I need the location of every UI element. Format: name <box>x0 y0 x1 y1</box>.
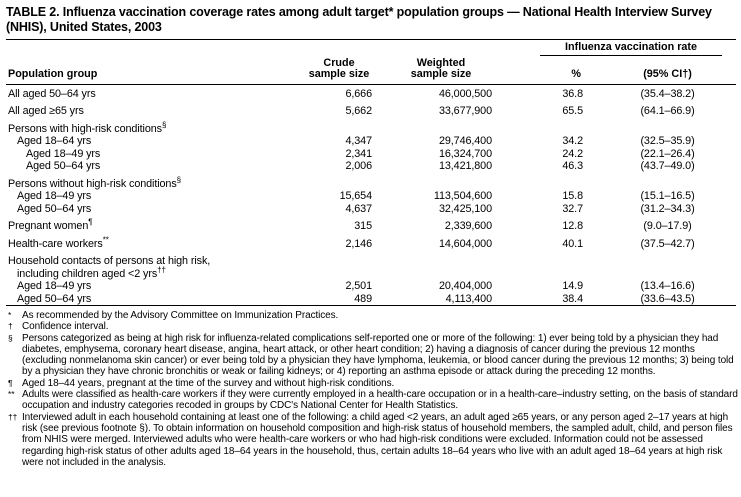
footnote-marker: ¶ <box>8 377 13 388</box>
table-row <box>6 148 736 161</box>
cell-ci: (22.1–26.4) <box>640 147 695 160</box>
row-label: including children aged <2 yrs†† <box>17 264 166 280</box>
cell-ci: (37.5–42.7) <box>640 237 695 250</box>
cell-crude: 2,501 <box>345 280 372 292</box>
crude-header-line2: sample size <box>308 68 370 80</box>
cell-pct: 32.7 <box>562 202 583 215</box>
row-label: Aged 50–64 yrs <box>17 292 92 305</box>
cell-crude: 2,341 <box>345 147 372 160</box>
cell-ci: (35.4–38.2) <box>640 87 695 100</box>
cell-pct: 38.4 <box>562 292 583 305</box>
cell-crude: 4,347 <box>345 135 372 147</box>
row-label: Household contacts of persons at high risk, <box>8 255 211 267</box>
cell-pct <box>500 268 599 281</box>
table-row <box>6 135 736 148</box>
footnote-text: Interviewed adult in each household containing at least one of the following: a child aged <2 years, an adult aged ≥65 years, or any person aged 2–17 years at high risk (see previous footnote §). To obtain information on household composition and high-risk status of household members, the sampled adult, child, and person files from NHIS were merged. Interviewed adults who were health-care workers or who had high-risk conditions were excluded. Information could not be assessed regarding high-risk status of other adults aged 18–64 years in the household, thus, certain adults 18–64 years who live with an adult aged 18–64 years at high risk were not included in the analysis. <box>22 411 733 468</box>
cell-ci <box>599 173 736 191</box>
empty-header-cell <box>6 40 500 56</box>
row-label: Aged 18–49 yrs <box>17 190 92 202</box>
column-header-crude-sample-size <box>296 56 382 85</box>
cell-ci: (15.1–16.5) <box>640 190 695 202</box>
cell-crude: 15,654 <box>339 190 372 202</box>
column-header-weighted-sample-size <box>382 56 500 85</box>
footnote <box>6 412 739 468</box>
cell-ci: (32.5–35.9) <box>640 135 695 147</box>
row-label: Health-care workers** <box>8 234 109 250</box>
table-row <box>6 118 736 136</box>
influenza-rate-group-header <box>500 40 736 56</box>
span-header-row <box>6 40 736 56</box>
cell-crude <box>296 268 382 281</box>
table-row <box>6 173 736 191</box>
cell-pct: 46.3 <box>562 160 583 172</box>
footnote <box>6 389 739 412</box>
cell-pct: 24.2 <box>562 147 583 160</box>
cell-weighted: 29,746,400 <box>438 135 492 147</box>
table-row <box>6 293 736 306</box>
row-label: Pregnant women¶ <box>8 217 93 232</box>
footnote-text: Persons categorized as being at high risk for influenza-related complications self-reported one or more of the following: 1) ever being told by a physician they had diabetes, emphysema, coronary heart disease, angina, heart attack, or other heart condition; 2) having a diagnosis of cancer during the previous 12 months (excluding nonmelanoma skin cancer) or ever being told by a physician they have lymphoma, leukemia, or blood cancer during the previous 12 months; 3) being told by a physician they have chronic bronchitis or weak or failing kidneys; or 4) reporting an asthma episode or attack during the preceding 12 months. <box>22 332 734 378</box>
column-header-percent: % <box>500 56 599 85</box>
cell-ci: (33.6–43.5) <box>640 292 695 305</box>
cell-crude: 2,006 <box>345 160 372 172</box>
vaccination-coverage-table <box>6 39 736 306</box>
table-row <box>6 215 736 233</box>
cell-pct: 14.9 <box>562 280 583 292</box>
row-label: All aged 50–64 yrs <box>8 87 96 100</box>
cell-pct <box>500 173 599 191</box>
table-row <box>6 100 736 118</box>
table-row <box>6 84 736 100</box>
weighted-header-line1: Weighted <box>416 56 466 69</box>
cell-weighted: 14,604,000 <box>438 237 492 250</box>
table-row <box>6 268 736 281</box>
cell-crude: 315 <box>354 220 372 232</box>
cell-weighted: 2,339,600 <box>444 220 492 232</box>
cell-crude: 4,637 <box>345 202 372 215</box>
influenza-rate-group-label: Influenza vaccination rate <box>540 40 722 56</box>
cell-crude <box>296 250 382 268</box>
footnote-marker: ** <box>8 389 15 400</box>
cell-weighted: 4,113,400 <box>445 292 492 305</box>
footnote <box>6 333 739 378</box>
cell-crude: 5,662 <box>345 105 372 117</box>
cell-weighted: 32,425,100 <box>438 202 492 215</box>
cell-ci <box>599 118 736 136</box>
cell-ci: (9.0–17.9) <box>643 220 692 232</box>
cell-crude: 2,146 <box>345 237 372 250</box>
cell-weighted: 46,000,500 <box>438 87 492 100</box>
cell-weighted <box>382 250 500 268</box>
cell-weighted: 113,504,600 <box>433 190 492 202</box>
footnote-text: Adults were classified as health-care workers if they were currently employed in a health-care occupation or in a health-care–industry setting, on the basis of standard occupation and industry categories recoded in groups by CDC's National Center for Health Statistics. <box>22 389 738 412</box>
cell-ci <box>599 250 736 268</box>
table-row <box>6 250 736 268</box>
row-label: All aged ≥65 yrs <box>8 105 84 117</box>
footnote-text: Aged 18–44 years, pregnant at the time of the survey and without high-risk conditions. <box>22 377 395 389</box>
table-header <box>6 40 736 85</box>
cell-ci: (13.4–16.6) <box>640 280 695 292</box>
cell-pct: 15.8 <box>562 190 583 202</box>
cell-pct: 65.5 <box>562 105 583 117</box>
table-body <box>6 84 736 306</box>
table-row <box>6 203 736 216</box>
table-title: TABLE 2. Influenza vaccination coverage rates among adult target* population groups — National Health Interview Survey (NHIS), United States, 2003 <box>6 5 712 34</box>
footnote-marker: * <box>8 310 12 320</box>
row-label: Aged 50–64 yrs <box>17 202 92 215</box>
cell-weighted <box>382 118 500 136</box>
cell-weighted: 16,324,700 <box>438 147 492 160</box>
footnote-marker: †† <box>8 411 18 422</box>
footnote <box>6 321 739 332</box>
column-header-confidence-interval: (95% CI†) <box>599 56 736 85</box>
column-header-row <box>6 56 736 85</box>
cell-crude <box>296 173 382 191</box>
table-row <box>6 190 736 203</box>
cell-crude: 6,666 <box>345 87 372 100</box>
cell-weighted <box>382 173 500 191</box>
cell-weighted <box>382 268 500 281</box>
row-label: Aged 50–64 yrs <box>26 160 101 172</box>
cell-ci: (43.7–49.0) <box>640 160 695 172</box>
footnote <box>6 378 739 389</box>
cell-pct: 12.8 <box>562 220 583 232</box>
cell-pct: 36.8 <box>562 87 583 100</box>
cell-pct <box>500 118 599 136</box>
cell-weighted: 13,421,800 <box>438 160 492 172</box>
table-row <box>6 280 736 293</box>
cell-ci: (64.1–66.9) <box>640 105 695 117</box>
weighted-header-line2: sample size <box>410 68 472 80</box>
table-row <box>6 160 736 173</box>
row-label: Persons without high-risk conditions§ <box>8 174 181 190</box>
footnote-marker: § <box>8 332 13 343</box>
table-row <box>6 233 736 251</box>
cell-pct: 34.2 <box>562 135 583 147</box>
cell-ci <box>599 268 736 281</box>
row-label: Aged 18–64 yrs <box>17 135 92 147</box>
footnote-marker: † <box>8 321 13 332</box>
row-label: Aged 18–49 yrs <box>26 147 101 160</box>
cell-crude: 489 <box>354 292 372 305</box>
footnote <box>6 310 739 321</box>
cell-pct: 40.1 <box>562 237 583 250</box>
row-label: Aged 18–49 yrs <box>17 280 92 292</box>
footnote-text: Confidence interval. <box>22 321 109 333</box>
cell-weighted: 20,404,000 <box>438 280 492 292</box>
row-label: Persons with high-risk conditions§ <box>8 119 167 135</box>
column-header-population-group: Population group <box>6 56 296 85</box>
cell-ci: (31.2–34.3) <box>640 202 695 215</box>
cell-crude <box>296 118 382 136</box>
cell-pct <box>500 250 599 268</box>
footnote-text: As recommended by the Advisory Committee on Immunization Practices. <box>22 310 339 321</box>
footnotes <box>6 306 739 468</box>
cell-weighted: 33,677,900 <box>438 105 492 117</box>
crude-header-line1: Crude <box>323 56 355 69</box>
